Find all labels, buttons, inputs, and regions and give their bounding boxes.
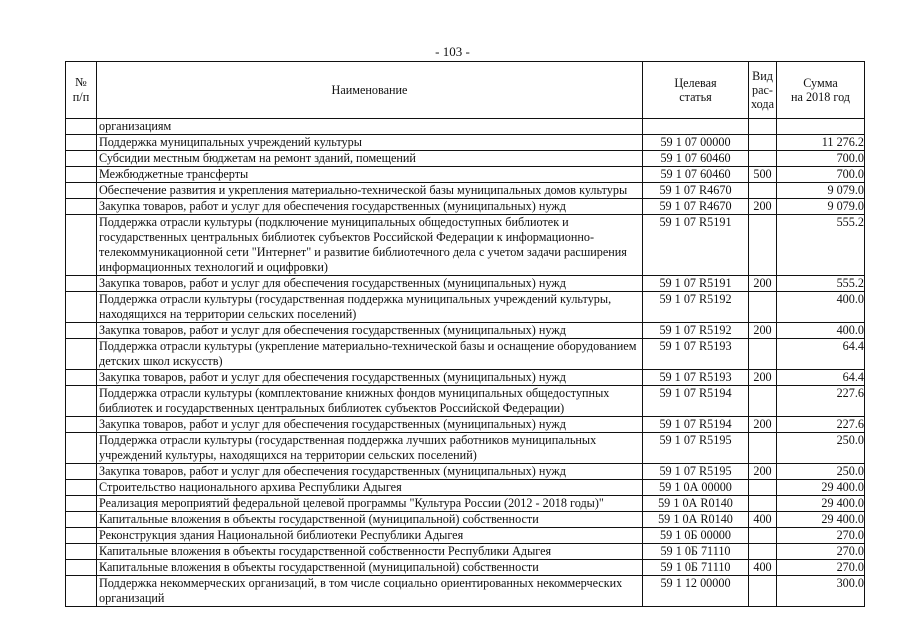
cell-num bbox=[66, 464, 97, 480]
cell-code: 59 1 07 R5192 bbox=[643, 292, 749, 323]
cell-kind: 500 bbox=[749, 167, 777, 183]
cell-sum: 250.0 bbox=[777, 464, 865, 480]
table-row bbox=[66, 528, 865, 544]
cell-code: 59 1 07 60460 bbox=[643, 151, 749, 167]
table-row bbox=[66, 496, 865, 512]
cell-kind bbox=[749, 339, 777, 370]
cell-kind bbox=[749, 386, 777, 417]
cell-code: 59 1 07 R5195 bbox=[643, 464, 749, 480]
cell-code: 59 1 07 00000 bbox=[643, 135, 749, 151]
cell-num bbox=[66, 528, 97, 544]
cell-name: Поддержка отрасли культуры (государственная поддержка муниципальных учреждений культуры, находящихся на территории сельских поселений) bbox=[97, 292, 643, 323]
cell-kind bbox=[749, 215, 777, 276]
cell-kind bbox=[749, 292, 777, 323]
table-row bbox=[66, 151, 865, 167]
cell-kind: 400 bbox=[749, 560, 777, 576]
cell-sum: 300.0 bbox=[777, 576, 865, 607]
cell-code: 59 1 0Б 71110 bbox=[643, 560, 749, 576]
cell-code: 59 1 07 R4670 bbox=[643, 199, 749, 215]
cell-kind: 200 bbox=[749, 464, 777, 480]
cell-num bbox=[66, 512, 97, 528]
cell-kind: 200 bbox=[749, 199, 777, 215]
table-row bbox=[66, 512, 865, 528]
cell-code: 59 1 07 R5194 bbox=[643, 417, 749, 433]
table-row bbox=[66, 199, 865, 215]
table-row bbox=[66, 339, 865, 370]
header-num: № п/п bbox=[66, 62, 97, 119]
cell-code: 59 1 0А 00000 bbox=[643, 480, 749, 496]
cell-sum: 29 400.0 bbox=[777, 512, 865, 528]
cell-code: 59 1 0Б 71110 bbox=[643, 544, 749, 560]
cell-name: Поддержка отрасли культуры (укрепление материально-технической базы и оснащение оборудованием детских школ искусств) bbox=[97, 339, 643, 370]
table-row bbox=[66, 119, 865, 135]
cell-code: 59 1 07 R5191 bbox=[643, 276, 749, 292]
cell-name: Поддержка отрасли культуры (подключение муниципальных общедоступных библиотек и государственных центральных библиотек субъектов Российской Федерации к информационно-телекоммуникационной сети "Интернет" и развитие библиотечного дела с учетом задачи расширения информационных технологий и оцифровки) bbox=[97, 215, 643, 276]
cell-name: Строительство национального архива Республики Адыгея bbox=[97, 480, 643, 496]
table-header-row bbox=[66, 62, 865, 119]
cell-name: Закупка товаров, работ и услуг для обеспечения государственных (муниципальных) нужд bbox=[97, 464, 643, 480]
cell-sum: 270.0 bbox=[777, 528, 865, 544]
cell-kind bbox=[749, 576, 777, 607]
cell-num bbox=[66, 560, 97, 576]
table-row bbox=[66, 135, 865, 151]
cell-kind: 200 bbox=[749, 323, 777, 339]
cell-name: Межбюджетные трансферты bbox=[97, 167, 643, 183]
cell-num bbox=[66, 339, 97, 370]
cell-num bbox=[66, 496, 97, 512]
table-row bbox=[66, 292, 865, 323]
header-name: Наименование bbox=[97, 62, 643, 119]
cell-name: Капитальные вложения в объекты государственной (муниципальной) собственности bbox=[97, 512, 643, 528]
cell-kind bbox=[749, 135, 777, 151]
cell-kind bbox=[749, 528, 777, 544]
table-row bbox=[66, 167, 865, 183]
header-code: Целевая статья bbox=[643, 62, 749, 119]
cell-code: 59 1 07 R5191 bbox=[643, 215, 749, 276]
cell-num bbox=[66, 370, 97, 386]
cell-sum: 700.0 bbox=[777, 151, 865, 167]
cell-num bbox=[66, 323, 97, 339]
cell-sum: 270.0 bbox=[777, 560, 865, 576]
cell-kind: 400 bbox=[749, 512, 777, 528]
cell-num bbox=[66, 215, 97, 276]
cell-num bbox=[66, 167, 97, 183]
cell-name: Реализация мероприятий федеральной целевой программы "Культура России (2012 - 2018 годы)" bbox=[97, 496, 643, 512]
cell-code: 59 1 07 R4670 bbox=[643, 183, 749, 199]
cell-name: Поддержка отрасли культуры (комплектование книжных фондов муниципальных общедоступных библиотек и государственных центральных библиотек субъектов Российской Федерации) bbox=[97, 386, 643, 417]
cell-kind bbox=[749, 480, 777, 496]
cell-code: 59 1 12 00000 bbox=[643, 576, 749, 607]
cell-sum: 227.6 bbox=[777, 386, 865, 417]
cell-name: Закупка товаров, работ и услуг для обеспечения государственных (муниципальных) нужд bbox=[97, 276, 643, 292]
cell-name: организациям bbox=[97, 119, 643, 135]
cell-num bbox=[66, 576, 97, 607]
table-row bbox=[66, 417, 865, 433]
table-row bbox=[66, 386, 865, 417]
table-row bbox=[66, 370, 865, 386]
cell-kind bbox=[749, 544, 777, 560]
cell-name: Поддержка отрасли культуры (государственная поддержка лучших работников муниципальных учреждений культуры, находящихся на территории сельских поселений) bbox=[97, 433, 643, 464]
cell-code: 59 1 07 R5192 bbox=[643, 323, 749, 339]
table-body bbox=[66, 119, 865, 607]
cell-num bbox=[66, 151, 97, 167]
cell-sum: 227.6 bbox=[777, 417, 865, 433]
cell-kind: 200 bbox=[749, 276, 777, 292]
cell-sum: 555.2 bbox=[777, 276, 865, 292]
cell-num bbox=[66, 199, 97, 215]
table-row bbox=[66, 183, 865, 199]
page-number: - 103 - bbox=[435, 44, 470, 59]
cell-code: 59 1 0А R0140 bbox=[643, 496, 749, 512]
cell-name: Закупка товаров, работ и услуг для обеспечения государственных (муниципальных) нужд bbox=[97, 199, 643, 215]
cell-sum: 270.0 bbox=[777, 544, 865, 560]
cell-code: 59 1 0А R0140 bbox=[643, 512, 749, 528]
cell-name: Обеспечение развития и укрепления материально-технической базы муниципальных домов культуры bbox=[97, 183, 643, 199]
table-row bbox=[66, 323, 865, 339]
cell-name: Закупка товаров, работ и услуг для обеспечения государственных (муниципальных) нужд bbox=[97, 323, 643, 339]
cell-sum: 700.0 bbox=[777, 167, 865, 183]
cell-name: Субсидии местным бюджетам на ремонт зданий, помещений bbox=[97, 151, 643, 167]
table-row bbox=[66, 433, 865, 464]
cell-code: 59 1 07 R5195 bbox=[643, 433, 749, 464]
cell-name: Поддержка муниципальных учреждений культуры bbox=[97, 135, 643, 151]
header-sum: Сумма на 2018 год bbox=[777, 62, 865, 119]
cell-code: 59 1 0Б 00000 bbox=[643, 528, 749, 544]
cell-kind bbox=[749, 119, 777, 135]
cell-sum: 64.4 bbox=[777, 339, 865, 370]
cell-name: Реконструкция здания Национальной библиотеки Республики Адыгея bbox=[97, 528, 643, 544]
cell-num bbox=[66, 183, 97, 199]
table-row bbox=[66, 544, 865, 560]
table-row bbox=[66, 480, 865, 496]
cell-code: 59 1 07 R5193 bbox=[643, 339, 749, 370]
cell-code: 59 1 07 R5194 bbox=[643, 386, 749, 417]
cell-code bbox=[643, 119, 749, 135]
cell-code: 59 1 07 R5193 bbox=[643, 370, 749, 386]
cell-sum: 64.4 bbox=[777, 370, 865, 386]
cell-sum: 29 400.0 bbox=[777, 496, 865, 512]
header-kind: Вид рас- хода bbox=[749, 62, 777, 119]
cell-code: 59 1 07 60460 bbox=[643, 167, 749, 183]
cell-name: Закупка товаров, работ и услуг для обеспечения государственных (муниципальных) нужд bbox=[97, 370, 643, 386]
cell-num bbox=[66, 386, 97, 417]
cell-kind bbox=[749, 151, 777, 167]
cell-name: Поддержка некоммерческих организаций, в том числе социально ориентированных некоммерческих организаций bbox=[97, 576, 643, 607]
cell-sum bbox=[777, 119, 865, 135]
table-row bbox=[66, 276, 865, 292]
budget-table bbox=[65, 61, 865, 607]
table-row bbox=[66, 576, 865, 607]
cell-sum: 250.0 bbox=[777, 433, 865, 464]
cell-kind bbox=[749, 183, 777, 199]
cell-kind bbox=[749, 496, 777, 512]
table-row bbox=[66, 215, 865, 276]
table-row bbox=[66, 464, 865, 480]
cell-num bbox=[66, 119, 97, 135]
cell-num bbox=[66, 417, 97, 433]
cell-num bbox=[66, 544, 97, 560]
cell-sum: 555.2 bbox=[777, 215, 865, 276]
cell-sum: 400.0 bbox=[777, 292, 865, 323]
table-row bbox=[66, 560, 865, 576]
cell-sum: 29 400.0 bbox=[777, 480, 865, 496]
cell-num bbox=[66, 276, 97, 292]
cell-kind: 200 bbox=[749, 417, 777, 433]
cell-num bbox=[66, 433, 97, 464]
cell-num bbox=[66, 480, 97, 496]
cell-num bbox=[66, 135, 97, 151]
cell-sum: 11 276.2 bbox=[777, 135, 865, 151]
cell-num bbox=[66, 292, 97, 323]
cell-sum: 400.0 bbox=[777, 323, 865, 339]
cell-sum: 9 079.0 bbox=[777, 199, 865, 215]
cell-name: Капитальные вложения в объекты государственной (муниципальной) собственности bbox=[97, 560, 643, 576]
cell-kind: 200 bbox=[749, 370, 777, 386]
cell-sum: 9 079.0 bbox=[777, 183, 865, 199]
cell-kind bbox=[749, 433, 777, 464]
cell-name: Капитальные вложения в объекты государственной собственности Республики Адыгея bbox=[97, 544, 643, 560]
cell-name: Закупка товаров, работ и услуг для обеспечения государственных (муниципальных) нужд bbox=[97, 417, 643, 433]
